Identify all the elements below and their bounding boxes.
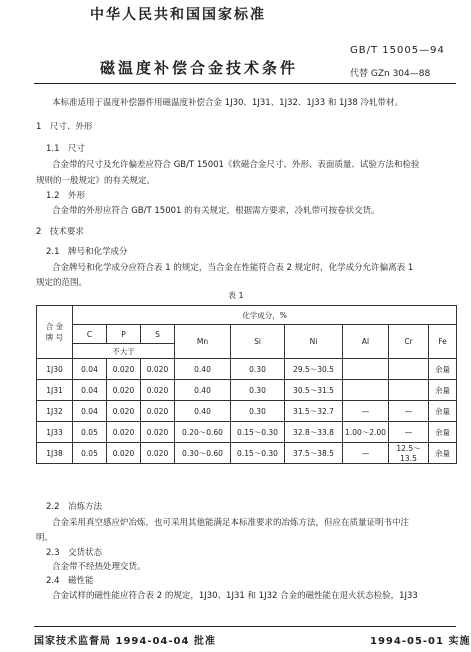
value-cell: 0.40 [175,359,231,380]
table-row [37,380,457,401]
section-2-1-text-b: 规定的范围。 [36,278,88,288]
col-header-s: S [141,325,175,344]
value-cell: 0.04 [73,380,107,401]
value-cell: 31.5～32.7 [285,401,343,422]
value-cell: 0.020 [141,359,175,380]
value-cell [343,380,389,401]
standard-code: GB/T 15005—94 [350,45,445,56]
value-cell: 余量 [429,401,457,422]
table-row [37,422,457,443]
max-header: 不大于 [73,344,175,359]
section-2-4-text: 合金试样的磁性能应符合表 2 的规定，1J30、1J31 和 1J32 合金的磁性能在退火状态检验，1J33 [52,591,418,601]
replaces-note: 代替 GZn 304—88 [350,69,431,79]
value-cell: — [389,422,429,443]
approval-note: 国家技术监督局 1994-04-04 批准 [34,636,216,647]
value-cell: 0.020 [141,443,175,464]
section-2-heading: 2 技术要求 [36,227,84,237]
section-1-1-text-b: 规则的一般规定》的有关规定。 [36,176,156,186]
section-1-1-heading: 1.1 尺寸 [46,144,86,154]
value-cell: 0.05 [73,443,107,464]
value-cell: 0.04 [73,359,107,380]
value-cell: 0.15～0.30 [231,443,285,464]
value-cell: 0.05 [73,422,107,443]
footer-rule [34,626,456,627]
grade-cell: 1J32 [37,401,73,422]
value-cell [389,359,429,380]
value-cell: 0.20～0.60 [175,422,231,443]
section-2-4-heading: 2.4 磁性能 [46,576,94,586]
value-cell: — [343,401,389,422]
value-cell: 0.04 [73,401,107,422]
value-cell: 0.020 [141,380,175,401]
grade-cell: 1J33 [37,422,73,443]
section-2-1-text-a: 合金牌号和化学成分应符合表 1 的规定，当合金在性能符合表 2 规定时，化学成分允许偏离表 1 [52,263,414,273]
section-2-3-heading: 2.3 交货状态 [46,548,103,558]
intro-paragraph: 本标准适用于温度补偿器件用磁温度补偿合金 1J30、1J31、1J32、1J33 和 1J38 冷轧带材。 [52,98,403,108]
grade-cell: 1J31 [37,380,73,401]
section-1-1-text-a: 合金带的尺寸及允许偏差应符合 GB/T 15001《软磁合金尺寸、外形、表面质量、试验方法和检验 [52,160,420,170]
section-1-2-text: 合金带的外形应符合 GB/T 15001 的有关规定，根据需方要求，冷轧带可按卷状交货。 [52,206,380,216]
value-cell [389,380,429,401]
col-header-p: P [107,325,141,344]
implementation-note: 1994-05-01 实施 [370,636,471,647]
value-cell: 0.40 [175,380,231,401]
section-2-1-heading: 2.1 牌号和化学成分 [46,247,128,257]
section-1-2-heading: 1.2 外形 [46,191,86,201]
value-cell: — [343,443,389,464]
value-cell: 0.020 [107,422,141,443]
section-2-3-text: 合金带不经热处理交货。 [52,562,146,572]
value-cell: 0.30 [231,359,285,380]
value-cell: 0.020 [141,422,175,443]
col-header-si: Si [231,325,285,359]
value-cell: 0.30 [231,380,285,401]
col-header-cr: Cr [389,325,429,359]
document-title: 磁温度补偿合金技术条件 [100,59,299,77]
grade-header: 合 金 牌 号 [37,306,73,359]
col-header-c: C [73,325,107,344]
value-cell: 0.020 [107,380,141,401]
value-cell: 12.5～13.5 [389,443,429,464]
value-cell: 0.30～0.60 [175,443,231,464]
value-cell: 0.15～0.30 [231,422,285,443]
value-cell: 0.020 [107,443,141,464]
table-row [37,359,457,380]
value-cell: 0.020 [141,401,175,422]
value-cell: 1.00～2.00 [343,422,389,443]
section-2-2-text-b: 明。 [36,533,54,543]
section-1-heading: 1 尺寸、外形 [36,122,93,132]
value-cell: 余量 [429,422,457,443]
value-cell: 32.8～33.8 [285,422,343,443]
value-cell: 0.020 [107,401,141,422]
standard-header: 中华人民共和国国家标准 [90,7,266,23]
section-2-2-text-a: 合金采用真空感应炉冶炼，也可采用其他能满足本标准要求的冶炼方法，但应在质量证明书中注 [52,518,410,528]
value-cell: 0.40 [175,401,231,422]
col-header-ni: Ni [285,325,343,359]
col-header-al: Al [343,325,389,359]
table-row [37,401,457,422]
value-cell: 余量 [429,359,457,380]
value-cell: — [389,401,429,422]
value-cell: 余量 [429,380,457,401]
value-cell: 0.30 [231,401,285,422]
value-cell: 余量 [429,443,457,464]
col-header-mn: Mn [175,325,231,359]
composition-table [36,305,457,464]
grade-cell: 1J38 [37,443,73,464]
value-cell: 29.5～30.5 [285,359,343,380]
col-header-fe: Fe [429,325,457,359]
value-cell: 30.5～31.5 [285,380,343,401]
composition-header: 化学成分，% [73,306,457,325]
header-rule [34,83,456,84]
value-cell: 37.5～38.5 [285,443,343,464]
value-cell: 0.020 [107,359,141,380]
table-title: 表 1 [228,291,244,300]
grade-cell: 1J30 [37,359,73,380]
section-2-2-heading: 2.2 冶炼方法 [46,502,103,512]
table-row [37,443,457,464]
value-cell [343,359,389,380]
